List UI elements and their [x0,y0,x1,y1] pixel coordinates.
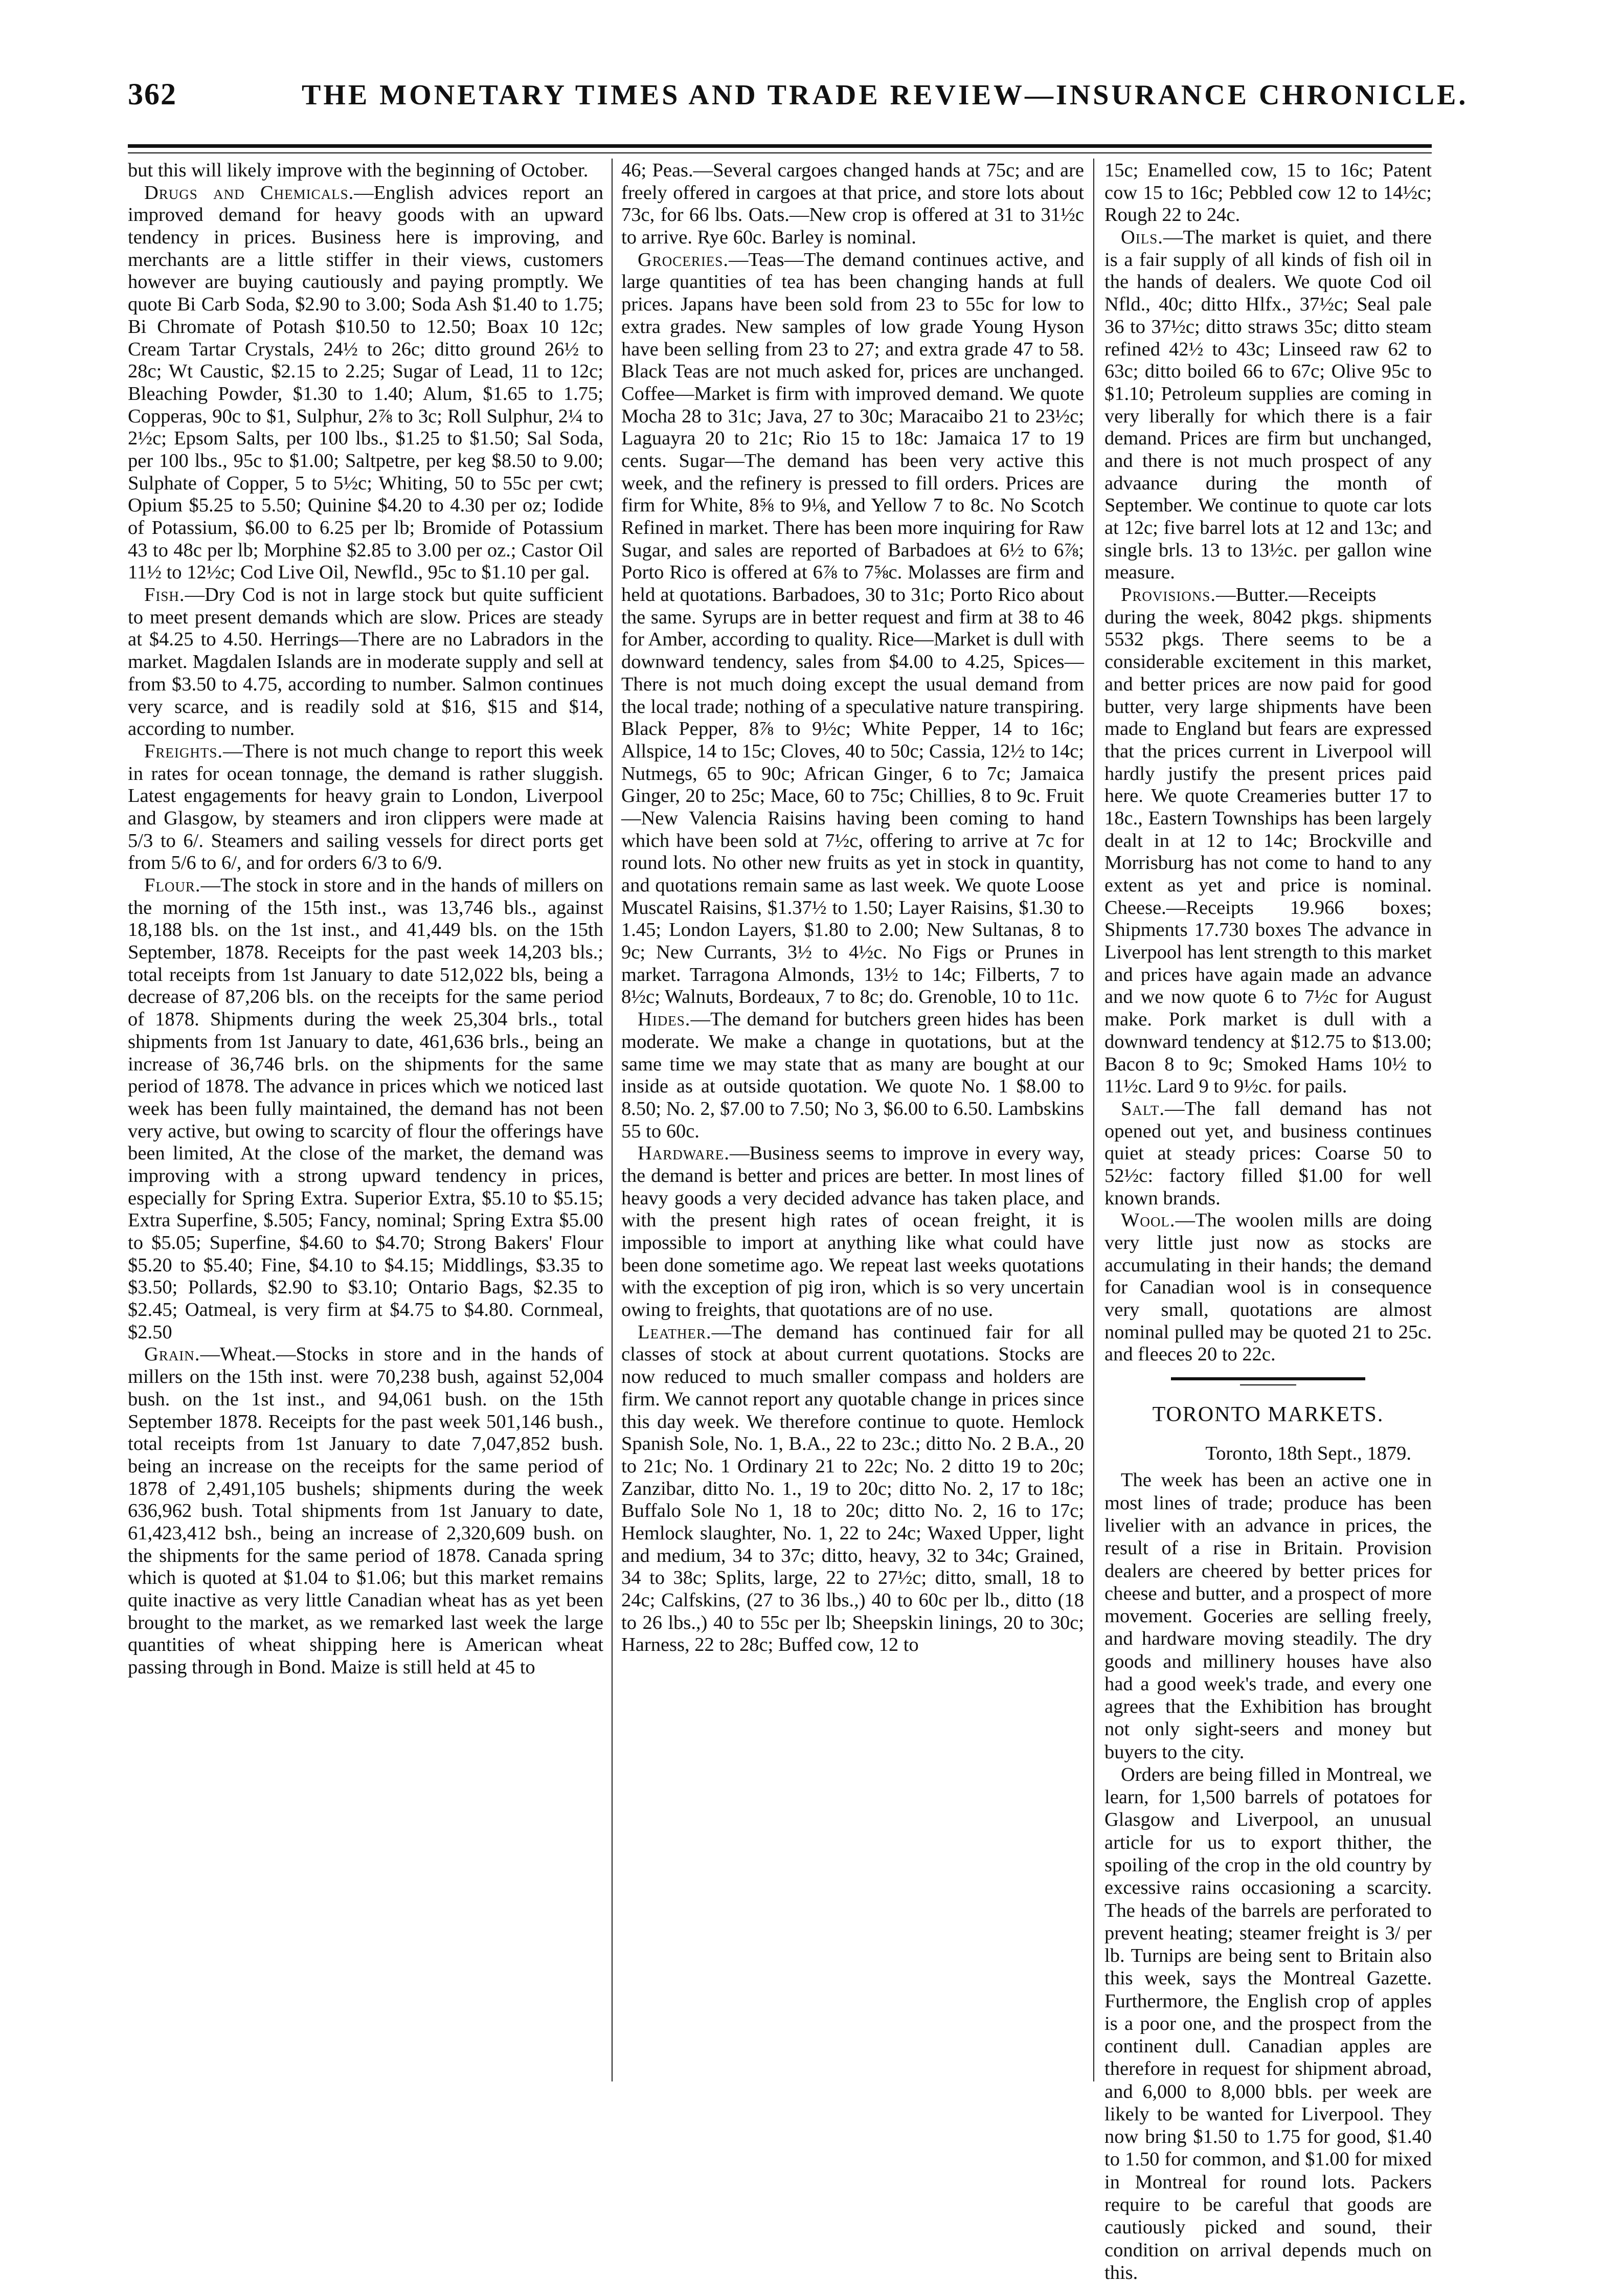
section-text: —Butter.—Receipts during the week, 8042 pkgs. shipments 5532 pkgs. There seems to be a considerable excitement in this market, and better prices are now paid for good butter, very large shipments have been made to England but fears are expressed that the prices current in Liverpool will hardly justify the present prices paid here. We quote Creameries butter 17 to 18c., Eastern Townships has been largely dealt in at 12 to 14c; Brockville and Morrisburg has not come to hand to any extent as yet and price is nominal. Cheese.—Receipts 19.966 boxes; Shipments 17.730 boxes The advance in Liverpool has lent strength to this market and prices have again made an advance and we now quote 6 to 7½c for August make. Pork market is dull with a downward tendency at $12.75 to $13.00; Bacon 8 to 9c; Smoked Hams 10½ to 11½c. Lard 9 to 9½c. for pails. [1104,584,1432,1098]
section-heading: Hardware. [638,1143,730,1165]
article-freights [128,741,603,875]
section-text: —English advices report an improved demand for heavy goods with an upward tendency in prices. Business here is improving, and merchants are a little stiffer in their views, customers however are buying cautiously and paying promptly. We quote Bi Carb Soda, $2.90 to 3.00; Soda Ash $1.40 to 1.75; Bi Chromate of Potash $10.50 to 12.50; Boax 10 12c; Cream Tartar Crystals, 24½ to 26c; ditto ground 26½ to 28c; Wt Caustic, $2.15 to 2.25; Sugar of Lead, 11 to 12c; Bleaching Powder, $1.30 to 1.40; Alum, $1.65 to 1.75; Copperas, 90c to $1, Sulphur, 2⅞ to 3c; Roll Sulphur, 2¼ to 2½c; Epsom Salts, per 100 lbs., $1.25 to $1.50; Sal Soda, per 100 lbs., 95c to $1.00; Saltpetre, per keg $8.50 to 9.00; Sulphate of Copper, 5 to 5½c; Whiting, 50 to 55c per cwt; Opium $5.25 to 5.50; Quinine $4.20 to 4.30 per oz; Iodide of Potassium, $6.00 to 6.25 per lb; Bromide of Potassium 43 to 48c per lb; Morphine $2.85 to 3.00 per oz.; Castor Oil 11½ to 12½c; Cod Live Oil, Newfld., 95c to $1.10 per gal. [128,182,603,584]
page-header [128,77,1469,133]
section-heading: Fish. [144,584,185,606]
column-1 [128,160,603,2083]
section-text: —There is not much change to report this week in rates for ocean tonnage, the demand is rather sluggish. Latest engagements for heavy grain to London, Liverpool and Glasgow, by steamers and iron clippers were made at 5/3 to 6/. Steamers and sailing vessels for direct ports get from 5/6 to 6/, and for orders 6/3 to 6/9. [128,740,603,874]
article-hides [621,1009,1084,1143]
article-grain [128,1343,603,1678]
column-3 [1104,160,1432,2283]
section-text: —The demand has continued fair for all classes of stock at about current quotations. Stocks are now reduced to much smaller compass and holders are firm. We cannot report any quotable change in prices since this day week. We therefore continue to quote. Hemlock Spanish Sole, No. 1, B.A., 22 to 23c.; ditto No. 2 B.A., 20 to 21c; No. 1 Ordinary 21 to 22c; No. 2 ditto 19 to 20c; Zanzibar, ditto No. 1., 19 to 20c; ditto No. 2, 17 to 18c; Buffalo Sole No 1, 18 to 20c; ditto No. 2, 16 to 17c; Hemlock slaughter, No. 1, 22 to 24c; Waxed Upper, light and medium, 34 to 37c; ditto, heavy, 32 to 34c; Grained, 34 to 38c; Splits, large, 22 to 27½c; ditto, small, 18 to 24c; Calfskins, (27 to 36 lbs.,) 40 to 60c per lb., ditto (18 to 26 lbs.,) 40 to 55c per lb; Sheepskin linings, 20 to 30c; Harness, 22 to 28c; Buffed cow, 12 to [621,1321,1084,1656]
toronto-paragraph-2: Orders are being filled in Montreal, we learn, for 1,500 barrels of potatoes for Glasgow and Liverpool, an unusual article for us to export thither, the spoiling of the crop in the old country by excessive rains occasioning a scarcity. The heads of the barrels are perforated to prevent heating; steamer freight is 3/ per lb. Turnips are being sent to Britain also this week, says the Montreal Gazette. Furthermore, the English crop of apples is a poor one, and the prospect from the continent dull. Canadian apples are therefore in request for shipment abroad, and 6,000 to 8,000 bbls. per week are likely to be wanted for Liverpool. They now bring $1.50 to 1.75 for good, $1.40 to 1.50 for common, and $1.00 for mixed in Montreal for round lots. Packers require to be careful that goods are cautiously picked and sound, their condition on arrival depends much on this. [1104,1763,1432,2283]
section-heading: Freights. [144,740,223,762]
article-fish [128,584,603,741]
toronto-markets-heading: TORONTO MARKETS. [1152,1403,1384,1427]
article-oils [1104,227,1432,584]
section-heading: Provisions. [1121,584,1216,606]
article-continuation: but this will likely improve with the beginning of October. [128,160,589,181]
section-heading: Leather. [638,1321,712,1343]
toronto-dateline: Toronto, 18th Sept., 1879. [1205,1442,1411,1464]
section-text: —The fall demand has not opened out yet, and business continues quiet at steady prices: Coarse 50 to 52½c: factory filled $1.00 for well known brands. [1104,1098,1432,1209]
article-hardware [621,1143,1084,1322]
section-text: —Teas—The demand continues active, and large quantities of tea has been changing hands at full prices. Japans have been sold from 23 to 55c for low to extra grades. New samples of low grade Young Hyson have been selling from 23 to 27; and extra grade 47 to 58. Black Teas are not much asked for, prices are unchanged. Coffee—Market is firm with improved demand. We quote Mocha 28 to 31c; Java, 27 to 30c; Maracaibo 21 to 23½c; Laguayra 20 to 21c; Rio 15 to 18c: Jamaica 17 to 19 cents. Sugar—The demand has been very active this week, and the refinery is pressed to fill orders. Prices are firm for White, 8⅝ to 9⅛, and Yellow 7 to 8c. No Scotch Refined in market. There has been more inquiring for Raw Sugar, and sales are reported of Barbadoes at 6½ to 6⅞; Porto Rico is offered at 6⅞ to 7⅝c. Molasses are firm and held at quotations. Barbadoes, 30 to 31c; Porto Rico about the same. Syrups are in better request and firm at 38 to 46 for Amber, according to quality. Rice—Market is dull with downward tendency, sales from $4.00 to 4.25, Spices—There is not much doing except the usual demand from the local trade; nothing of a speculative nature transpiring. Black Pepper, 8⅞ to 9½c; White Pepper, 14 to 16c; Allspice, 14 to 15c; Cloves, 40 to 50c; Cassia, 12½ to 14c; Nutmegs, 65 to 90c; African Ginger, 6 to 7c; Jamaica Ginger, 20 to 25c; Mace, 60 to 75c; Chillies, 8 to 9c. Fruit—New Valencia Raisins having been coming to hand which have been sold at 7½c, offering to arrive at 7c for round lots. No other new fruits as yet in stock in quantity, and quotations remain same as last week. We quote Loose Muscatel Raisins, $1.37½ to 1.50; Layer Raisins, $1.30 to 1.45; London Layers, $1.80 to 2.00; New Sultanas, 8 to 9c; New Currants, 3½ to 4½c. No Figs or Prunes in market. Tarragona Almonds, 13½ to 14c; Filberts, 7 to 8½c; Walnuts, Bordeaux, 7 to 8c; do. Grenoble, 10 to 11c. [621,249,1084,1008]
column-divider-2 [1093,159,1094,2081]
column-divider-1 [612,159,613,2081]
section-separator-thin [1240,1384,1296,1385]
article-groceries [621,249,1084,1009]
article-continuation: 15c; Enamelled cow, 15 to 16c; Patent cow 15 to 16c; Pebbled cow 12 to 14½c; Rough 22 to 24c. [1104,160,1432,226]
section-heading: Flour. [144,875,201,896]
article-flour [128,875,603,1343]
article-drugs-chemicals [128,182,603,584]
article-wool [1104,1210,1432,1366]
section-text: —The demand for butchers green hides has been moderate. We make a change in quotations, but at the same time we may state that as many are bought at our inside as at outside quotation. We quote No. 1 $8.00 to 8.50; No. 2, $7.00 to 7.50; No 3, $6.00 to 6.50. Lambskins 55 to 60c. [621,1009,1084,1142]
section-heading: Oils. [1121,227,1163,249]
section-text: —Wheat.—Stocks in store and in the hands of millers on the 15th inst. were 70,238 bush, against 52,004 bush. on the 1st inst., and 94,061 bush. on the 15th September 1878. Receipts for the past week 501,146 bush., total receipts from 1st January to date 7,047,852 bush. being an increase on the receipts for the same period of 1878 of 2,491,105 bushels; shipments during the week 636,962 bush. Total shipments from 1st January to date, 61,423,412 bsh., being an increase of 2,320,609 bush. on the shipments for the same period of 1878. Canada spring which is quoted at $1.04 to $1.06; but this market remains quite inactive as very little Canadian wheat has as yet been brought to the market, as we remarked last week the large quantities of wheat shipping here is American wheat passing through in Bond. Maize is still held at 45 to [128,1343,603,1678]
section-text: —Dry Cod is not in large stock but quite sufficient to meet present demands which are slow. Prices are steady at $4.25 to 4.50. Herrings—There are no Labradors in the market. Magdalen Islands are in moderate supply and sell at from $3.50 to 4.75, according to number. Salmon continues very scarce, and is readily sold at $16, $15 and $14, according to number. [128,584,603,740]
article-continuation: 46; Peas.—Several cargoes changed hands at 75c; and are freely offered in cargoes at that price, and store lots about 73c, for 66 lbs. Oats.—New crop is offered at 31 to 31½c to arrive. Rye 60c. Barley is nominal. [621,160,1084,249]
article-leather [621,1322,1084,1656]
section-text: —The market is quiet, and there is a fair supply of all kinds of fish oil in the hands of dealers. We quote Cod oil Nfld., 40c; ditto Hlfx., 37½c; Seal pale 36 to 37½c; ditto straws 35c; ditto steam refined 42½ to 43c; Linseed raw 62 to 63c; ditto boiled 66 to 67c; Olive 95c to $1.10; Petroleum supplies are coming in very liberally for which there is a fair demand. Prices are firm but unchanged, and there is not much prospect of any advaance during the month of September. We continue to quote car lots at 12c; five barrel lots at 12 and 13c; and single brls. 13 to 13½c. per gallon wine measure. [1104,227,1432,584]
section-separator-thick [1171,1377,1365,1380]
section-text: —The woolen mills are doing very little just now as stocks are accumulating in their hands; the demand for Canadian wool is in consequence very small, quotations are almost nominal pulled may be quoted 21 to 25c. and fleeces 20 to 22c. [1104,1210,1432,1365]
header-rule-thick [128,144,1432,148]
header-rule-thin [128,152,1432,153]
section-text: —Business seems to improve in every way, the demand is better and prices are better. In most lines of heavy goods a very decided advance has taken place, and with the present high rates of ocean freight, it is impossible to import at anything like what could have been done sometime ago. We repeat last weeks quotations with the exception of pig iron, which is so very uncertain owing to freights, that quotations are of no use. [621,1143,1084,1321]
section-heading: Grain. [144,1343,200,1365]
section-heading: Salt. [1121,1098,1165,1119]
section-heading: Groceries. [638,249,729,271]
column-2 [621,160,1084,2083]
section-heading: Wool. [1121,1210,1176,1231]
page-number: 362 [128,77,177,111]
section-text: —The stock in store and in the hands of millers on the morning of the 15th inst., was 13,746 bls., against 18,188 bls. on the 1st inst., and 41,449 bls. on the 15th September, 1878. Receipts for the past week 14,203 bls.; total receipts from 1st January to date 512,022 bls, being a decrease of 87,206 bls. on the receipts for the same period of 1878. Shipments during the week 25,304 brls., total shipments from 1st January to date, 461,636 brls., being an increase of 36,746 brls. on the shipments for the same period of 1878. The advance in prices which we noticed last week has been fully maintained, the demand has not been very active, but owing to scarcity of flour the offerings have been limited, At the close of the market, the demand was improving with a strong upward tendency in prices, especially for Spring Extra. Superior Extra, $5.10 to $5.15; Extra Superfine, $.505; Fancy, nominal; Spring Extra $5.00 to $5.05; Superfine, $4.60 to $4.70; Strong Bakers' Flour $5.20 to $5.40; Fine, $4.10 to $4.15; Middlings, $3.35 to $3.50; Pollards, $2.90 to $3.10; Ontario Bags, $2.35 to $2.45; Oatmeal, is very firm at $4.75 to $4.80. Cornmeal, $2.50 [128,875,603,1343]
section-heading: Hides. [638,1009,691,1031]
article-provisions [1104,584,1432,1098]
section-heading: Drugs and Chemicals. [144,182,354,204]
article-salt [1104,1098,1432,1210]
masthead-title: THE MONETARY TIMES AND TRADE REVIEW—INSURANCE CHRONICLE. [302,79,1469,111]
toronto-paragraph-1: The week has been an active one in most lines of trade; produce has been livelier with an advance in prices, the result of a rise in Britain. Provision dealers are cheered by better prices for cheese and butter, and a prospect of more movement. Goceries are selling freely, and hardware moving steadily. The dry goods and millinery houses have also had a good week's trade, and every one agrees that the Exhibition has brought not only sight-seers and money but buyers to the city. [1104,1469,1432,1763]
